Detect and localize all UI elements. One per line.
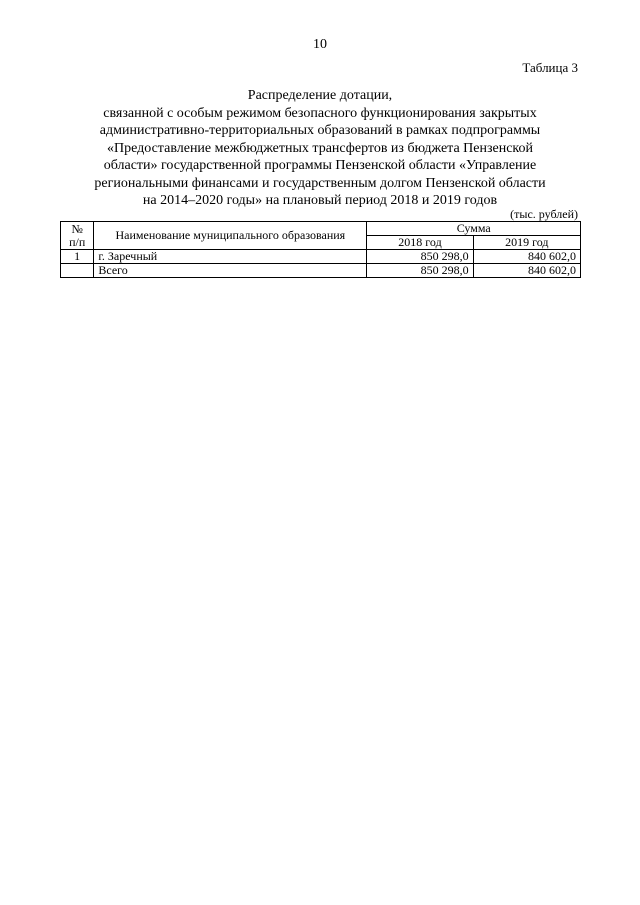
header-number-line2: п/п <box>69 234 86 249</box>
row-value-2019: 840 602,0 <box>473 264 580 278</box>
row-value-2018: 850 298,0 <box>367 250 473 264</box>
table-label: Таблица 3 <box>522 60 578 75</box>
title-line: «Предоставление межбюджетных трансфертов из бюджета Пензенской <box>106 140 534 156</box>
header-year-2019: 2019 год <box>473 236 580 250</box>
row-name: г. Заречный <box>94 250 367 264</box>
row-number: 1 <box>61 250 94 264</box>
row-value-2019: 840 602,0 <box>473 250 580 264</box>
header-sum: Сумма <box>367 222 581 236</box>
row-number <box>61 264 94 278</box>
header-number <box>61 222 94 250</box>
row-value-2018: 850 298,0 <box>367 264 473 278</box>
title-line: области» государственной программы Пензенской области «Управление <box>103 158 537 173</box>
header-year-2018: 2018 год <box>367 236 473 250</box>
table-row <box>61 250 581 264</box>
units-note: (тыс. рублей) <box>510 207 578 221</box>
table-header-row <box>61 222 581 236</box>
title-line: региональными финансами и государственным долгом Пензенской области <box>94 175 546 191</box>
subsidy-table <box>60 221 581 278</box>
header-name: Наименование муниципального образования <box>94 222 367 250</box>
row-name: Всего <box>94 264 367 278</box>
title-line: на 2014–2020 годы» на плановый период 2018 и 2019 годов <box>142 193 498 208</box>
title-line: связанной с особым режимом безопасного функционирования закрытых <box>103 105 537 121</box>
header-number-line1: № <box>71 221 83 236</box>
title-line: административно-территориальных образований в рамках подпрограммы <box>99 123 541 138</box>
page-number: 10 <box>313 37 327 52</box>
title-line: Распределение дотации, <box>247 88 393 103</box>
table-row-total <box>61 264 581 278</box>
document-title <box>60 87 580 210</box>
